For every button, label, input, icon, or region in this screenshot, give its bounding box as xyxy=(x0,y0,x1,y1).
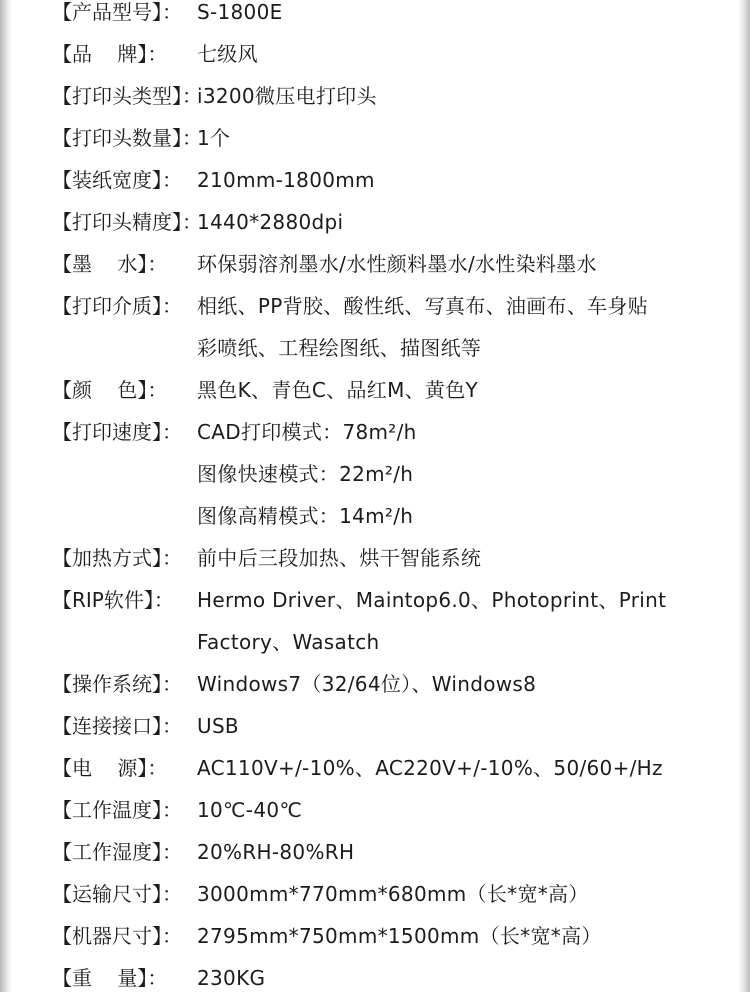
spec-row xyxy=(52,915,732,957)
spec-value: 环保弱溶剂墨水/水性颜料墨水/水性染料墨水 xyxy=(197,252,597,276)
spec-values xyxy=(197,831,732,873)
spec-label: 【RIP软件】： xyxy=(52,588,174,612)
spec-label: 【电 源】： xyxy=(52,756,168,780)
spec-row xyxy=(52,873,732,915)
spec-values xyxy=(197,0,732,33)
spec-label: 【颜 色】： xyxy=(52,378,168,402)
spec-row xyxy=(52,117,732,159)
spec-value: Hermo Driver、Maintop6.0、Photoprint、Print xyxy=(197,588,667,612)
spec-row xyxy=(52,0,732,33)
spec-row xyxy=(52,33,732,75)
spec-label: 【工作湿度】： xyxy=(52,840,182,864)
spec-row xyxy=(52,201,732,243)
spec-row xyxy=(52,831,732,873)
spec-value: CAD打印模式：78m²/h xyxy=(197,420,417,444)
spec-row xyxy=(52,579,732,663)
spec-value: 相纸、PP背胶、酸性纸、写真布、油画布、车身贴 xyxy=(197,294,649,318)
spec-value: i3200微压电打印头 xyxy=(197,84,377,108)
spec-values xyxy=(197,789,732,831)
spec-label: 【打印头精度】： xyxy=(52,210,202,234)
spec-values xyxy=(197,159,732,201)
spec-values xyxy=(197,915,732,957)
spec-values xyxy=(197,705,732,747)
spec-values xyxy=(197,75,732,117)
spec-values xyxy=(197,285,732,369)
spec-value: 210mm-1800mm xyxy=(197,168,375,192)
spec-row xyxy=(52,705,732,747)
spec-value: Factory、Wasatch xyxy=(197,630,380,654)
spec-row xyxy=(52,663,732,705)
spec-values xyxy=(197,537,732,579)
spec-value: 20%RH-80%RH xyxy=(197,840,355,864)
spec-label: 【工作温度】： xyxy=(52,798,182,822)
spec-values xyxy=(197,579,732,663)
spec-label: 【重 量】： xyxy=(52,966,168,990)
spec-values xyxy=(197,201,732,243)
spec-value: 10℃-40℃ xyxy=(197,798,303,822)
spec-values xyxy=(197,243,732,285)
spec-row xyxy=(52,159,732,201)
spec-row xyxy=(52,957,732,999)
spec-row xyxy=(52,537,732,579)
spec-value: 彩喷纸、工程绘图纸、描图纸等 xyxy=(197,336,482,360)
spec-label: 【加热方式】： xyxy=(52,546,182,570)
spec-row xyxy=(52,789,732,831)
spec-values xyxy=(197,957,732,999)
spec-values xyxy=(197,369,732,411)
spec-label: 【品 牌】： xyxy=(52,42,168,66)
spec-values xyxy=(197,411,732,537)
spec-value: 图像高精模式：14m²/h xyxy=(197,504,414,528)
spec-value: 黑色K、青色C、品红M、黄色Y xyxy=(197,378,479,402)
spec-row xyxy=(52,411,732,537)
spec-label: 【墨 水】： xyxy=(52,252,168,276)
spec-label: 【打印头数量】： xyxy=(52,126,202,150)
spec-values xyxy=(197,33,732,75)
spec-values xyxy=(197,663,732,705)
spec-value: 1个 xyxy=(197,126,231,150)
spec-row xyxy=(52,369,732,411)
spec-values xyxy=(197,117,732,159)
spec-label: 【运输尺寸】： xyxy=(52,882,182,906)
spec-label: 【产品型号】： xyxy=(52,0,182,24)
spec-values xyxy=(197,873,732,915)
spec-value: 七级风 xyxy=(197,42,258,66)
spec-label: 【操作系统】： xyxy=(52,672,182,696)
spec-value: 1440*2880dpi xyxy=(197,210,344,234)
spec-label: 【打印介质】： xyxy=(52,294,182,318)
spec-row xyxy=(52,285,732,369)
spec-row xyxy=(52,75,732,117)
spec-label: 【打印头类型】： xyxy=(52,84,202,108)
spec-value: 230KG xyxy=(197,966,266,990)
spec-value: 2795mm*750mm*1500mm（长*宽*高） xyxy=(197,924,602,948)
spec-value: 图像快速模式：22m²/h xyxy=(197,462,414,486)
spec-value: 前中后三段加热、烘干智能系统 xyxy=(197,546,482,570)
spec-label: 【机器尺寸】： xyxy=(52,924,182,948)
spec-value: USB xyxy=(197,714,239,738)
left-frame-shadow xyxy=(0,0,12,992)
spec-row xyxy=(52,243,732,285)
right-frame-shadow xyxy=(738,0,750,992)
spec-value: AC110V+/-10%、AC220V+/-10%、50/60+/Hz xyxy=(197,756,663,780)
spec-value: Windows7（32/64位）、Windows8 xyxy=(197,672,537,696)
spec-list xyxy=(52,0,732,999)
spec-label: 【装纸宽度】： xyxy=(52,168,182,192)
spec-value: S-1800E xyxy=(197,0,283,24)
spec-label: 【打印速度】： xyxy=(52,420,182,444)
spec-row xyxy=(52,747,732,789)
spec-values xyxy=(197,747,732,789)
spec-value: 3000mm*770mm*680mm（长*宽*高） xyxy=(197,882,589,906)
spec-label: 【连接接口】： xyxy=(52,714,182,738)
